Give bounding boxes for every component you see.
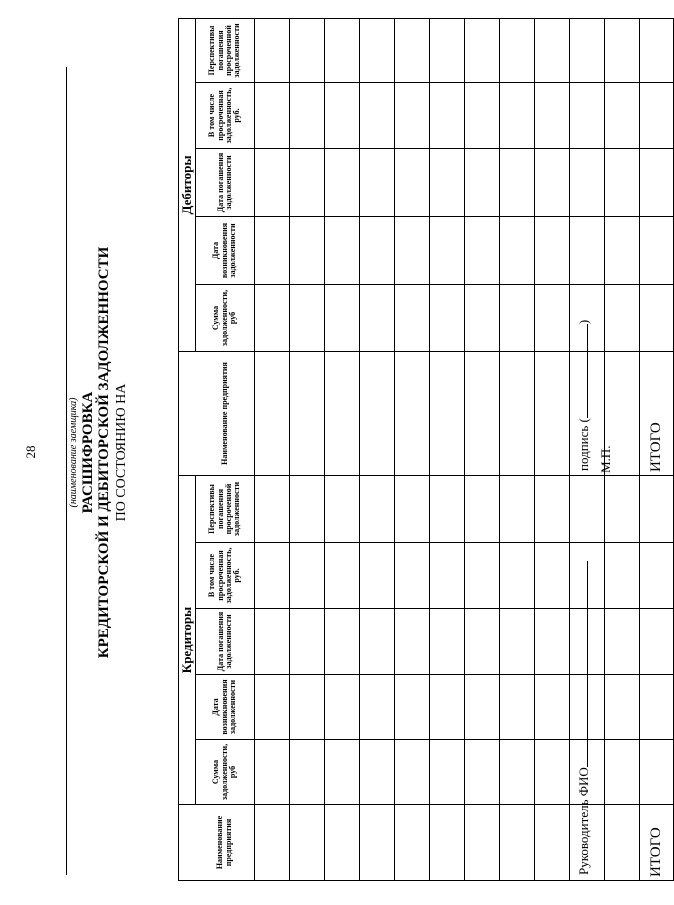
table-cell[interactable] (535, 217, 570, 285)
table-cell[interactable] (255, 149, 290, 217)
table-cell[interactable] (395, 217, 430, 285)
table-cell[interactable] (325, 476, 360, 543)
table-cell[interactable] (430, 805, 465, 881)
table-row (290, 18, 325, 880)
table-cell[interactable] (605, 675, 640, 740)
table-cell[interactable] (395, 609, 430, 675)
table-cell[interactable] (430, 18, 465, 82)
table-cell[interactable] (535, 805, 570, 881)
table-cell[interactable] (465, 476, 500, 543)
table-cell[interactable] (360, 675, 395, 740)
table-cell[interactable] (325, 83, 360, 149)
table-cell[interactable] (500, 675, 535, 740)
table-cell[interactable] (360, 18, 395, 82)
signature-block (576, 320, 592, 471)
table-cell[interactable] (395, 83, 430, 149)
table-cell[interactable] (430, 285, 465, 352)
signature-label: подпись ( (576, 418, 591, 471)
table-cell[interactable] (325, 217, 360, 285)
table-cell[interactable] (570, 18, 605, 82)
table-cell[interactable] (395, 352, 430, 476)
table-cell[interactable] (500, 476, 535, 543)
table-cell[interactable] (430, 149, 465, 217)
table-cell[interactable] (430, 675, 465, 740)
table-cell[interactable] (535, 285, 570, 352)
table-cell[interactable] (255, 805, 290, 881)
table-cell[interactable] (640, 18, 674, 82)
header-debtor-company: Наименование предприятия (196, 352, 255, 476)
table-cell[interactable] (360, 476, 395, 543)
table-cell[interactable] (465, 352, 500, 476)
table-cell[interactable] (395, 149, 430, 217)
table-cell[interactable] (465, 149, 500, 217)
table-row (430, 18, 465, 880)
table-cell[interactable] (570, 149, 605, 217)
table-cell[interactable] (255, 217, 290, 285)
table-cell[interactable] (605, 543, 640, 609)
table-cell[interactable] (395, 543, 430, 609)
organization-caption: (наименование заемщика) (68, 397, 79, 508)
table-cell[interactable] (325, 675, 360, 740)
table-cell[interactable] (535, 476, 570, 543)
form-subtitle: КРЕДИТОРСКОЙ И ДЕБИТОРСКОЙ ЗАДОЛЖЕННОСТИ (96, 246, 112, 659)
table-cell[interactable] (500, 805, 535, 881)
header-debtor-start-date: Дата возникновения задолженности (196, 217, 255, 285)
table-cell[interactable] (465, 543, 500, 609)
table-cell[interactable] (325, 609, 360, 675)
table-cell[interactable] (605, 83, 640, 149)
table-cell[interactable] (255, 609, 290, 675)
table-row (395, 18, 430, 880)
table-cell[interactable] (325, 805, 360, 881)
table-cell[interactable] (255, 18, 290, 82)
table-cell[interactable] (605, 740, 640, 805)
header-debtor-due-date: Дата погашения задолженности (196, 149, 255, 217)
header-creditor-company: Наименование предприятия (196, 805, 255, 881)
table-cell[interactable] (535, 83, 570, 149)
table-cell[interactable] (360, 83, 395, 149)
table-cell[interactable] (360, 217, 395, 285)
table-cell[interactable] (465, 285, 500, 352)
table-cell[interactable] (640, 740, 674, 805)
header-debtor-amount: Сумма задолженности, руб (196, 285, 255, 352)
table-cell[interactable] (500, 217, 535, 285)
head-signature-block (576, 561, 592, 875)
debtors-group-header: Дебиторы (179, 18, 196, 351)
table-cell[interactable] (430, 83, 465, 149)
table-cell[interactable] (500, 18, 535, 82)
table-cell[interactable] (430, 352, 465, 476)
table-cell[interactable] (290, 740, 325, 805)
header-creditor-amount: Сумма задолженности, руб (196, 740, 255, 805)
table-cell[interactable] (325, 352, 360, 476)
table-cell[interactable] (430, 740, 465, 805)
form-date-line: ПО СОСТОЯНИЮ НА (114, 383, 129, 522)
header-creditor-overdue: В том числе просроченная задолженность, руб. (196, 543, 255, 609)
table-cell[interactable] (605, 149, 640, 217)
table-cell[interactable] (465, 609, 500, 675)
table-cell[interactable] (360, 285, 395, 352)
table-cell[interactable] (500, 83, 535, 149)
debtors-total-label: ИТОГО (640, 352, 674, 476)
table-cell[interactable] (360, 740, 395, 805)
table-cell[interactable] (290, 543, 325, 609)
table-cell[interactable] (395, 285, 430, 352)
table-cell[interactable] (535, 675, 570, 740)
table-cell[interactable] (640, 149, 674, 217)
table-cell[interactable] (255, 83, 290, 149)
table-cell[interactable] (290, 805, 325, 881)
table-cell[interactable] (640, 675, 674, 740)
table-cell[interactable] (255, 675, 290, 740)
table-cell[interactable] (395, 740, 430, 805)
table-cell[interactable] (535, 18, 570, 82)
table-cell[interactable] (360, 149, 395, 217)
table-cell[interactable] (500, 543, 535, 609)
table-cell[interactable] (325, 285, 360, 352)
table-cell[interactable] (640, 83, 674, 149)
table-cell[interactable] (605, 476, 640, 543)
table-cell[interactable] (395, 476, 430, 543)
table-cell[interactable] (465, 83, 500, 149)
table-cell[interactable] (465, 18, 500, 82)
table-cell[interactable] (500, 149, 535, 217)
header-debtor-prospects: Перспективы погашения просроченной задолженности (196, 18, 255, 82)
table-cell[interactable] (535, 609, 570, 675)
table-cell[interactable] (290, 18, 325, 82)
signature-field[interactable] (587, 324, 588, 418)
page-number: 28 (23, 445, 38, 459)
stamp-placeholder: М.П. (598, 445, 613, 473)
header-creditor-due-date: Дата погашения задолженности (196, 609, 255, 675)
table-cell[interactable] (325, 740, 360, 805)
table-cell[interactable] (430, 217, 465, 285)
table-cell[interactable] (290, 476, 325, 543)
table-cell[interactable] (500, 285, 535, 352)
table-cell[interactable] (255, 476, 290, 543)
table-cell[interactable] (255, 285, 290, 352)
table-row (360, 18, 395, 880)
table-cell[interactable] (430, 609, 465, 675)
table-cell[interactable] (255, 740, 290, 805)
table-cell[interactable] (500, 609, 535, 675)
table-cell[interactable] (605, 609, 640, 675)
creditors-group-header: Кредиторы (179, 476, 196, 805)
table-cell[interactable] (395, 805, 430, 881)
table-cell[interactable] (605, 805, 640, 881)
table-cell[interactable] (360, 609, 395, 675)
header-creditor-prospects: Перспективы погашения просроченной задолженности (196, 476, 255, 543)
group-spacer (179, 352, 196, 476)
header-debtor-overdue: В том числе просроченная задолженность, руб. (196, 83, 255, 149)
table-cell[interactable] (500, 352, 535, 476)
header-creditor-start-date: Дата возникновения задолженности (196, 675, 255, 740)
table-cell[interactable] (570, 476, 605, 543)
creditors-total-label: ИТОГО (640, 805, 674, 881)
table-cell[interactable] (395, 675, 430, 740)
table-cell[interactable] (360, 805, 395, 881)
table-cell[interactable] (430, 543, 465, 609)
table-cell[interactable] (535, 543, 570, 609)
table-cell[interactable] (325, 543, 360, 609)
table-cell[interactable] (430, 476, 465, 543)
total-row (640, 18, 674, 880)
table-row (325, 18, 360, 880)
table-cell[interactable] (290, 609, 325, 675)
table-cell[interactable] (290, 675, 325, 740)
table-cell[interactable] (605, 285, 640, 352)
table-cell[interactable] (325, 149, 360, 217)
signature-close-paren: ) (576, 319, 591, 325)
table-cell[interactable] (640, 543, 674, 609)
table-cell[interactable] (395, 18, 430, 82)
table-cell[interactable] (360, 352, 395, 476)
table-cell[interactable] (360, 543, 395, 609)
head-name-label: Руководитель ФИО (576, 767, 591, 875)
table-cell[interactable] (255, 543, 290, 609)
table-cell[interactable] (640, 217, 674, 285)
table-cell[interactable] (570, 83, 605, 149)
table-cell[interactable] (465, 217, 500, 285)
table-cell[interactable] (535, 740, 570, 805)
table-row (255, 18, 290, 880)
form-title: РАСШИФРОВКА (80, 391, 96, 514)
table-cell[interactable] (640, 609, 674, 675)
table-cell[interactable] (535, 149, 570, 217)
table-row (500, 18, 535, 880)
table-cell[interactable] (465, 740, 500, 805)
table-cell[interactable] (640, 285, 674, 352)
table-cell[interactable] (570, 217, 605, 285)
table-cell[interactable] (500, 740, 535, 805)
table-row (465, 18, 500, 880)
table-cell[interactable] (290, 352, 325, 476)
table-cell[interactable] (290, 83, 325, 149)
table-cell[interactable] (290, 149, 325, 217)
group-spacer (179, 805, 196, 881)
table-cell[interactable] (290, 285, 325, 352)
table-cell[interactable] (465, 805, 500, 881)
table-cell[interactable] (640, 476, 674, 543)
table-cell[interactable] (605, 18, 640, 82)
table-cell[interactable] (325, 18, 360, 82)
table-cell[interactable] (290, 217, 325, 285)
organization-name-line (66, 67, 67, 875)
head-name-field[interactable] (587, 561, 588, 767)
table-cell[interactable] (255, 352, 290, 476)
table-cell[interactable] (465, 675, 500, 740)
table-cell[interactable] (605, 217, 640, 285)
table-cell[interactable] (535, 352, 570, 476)
table-row (535, 18, 570, 880)
